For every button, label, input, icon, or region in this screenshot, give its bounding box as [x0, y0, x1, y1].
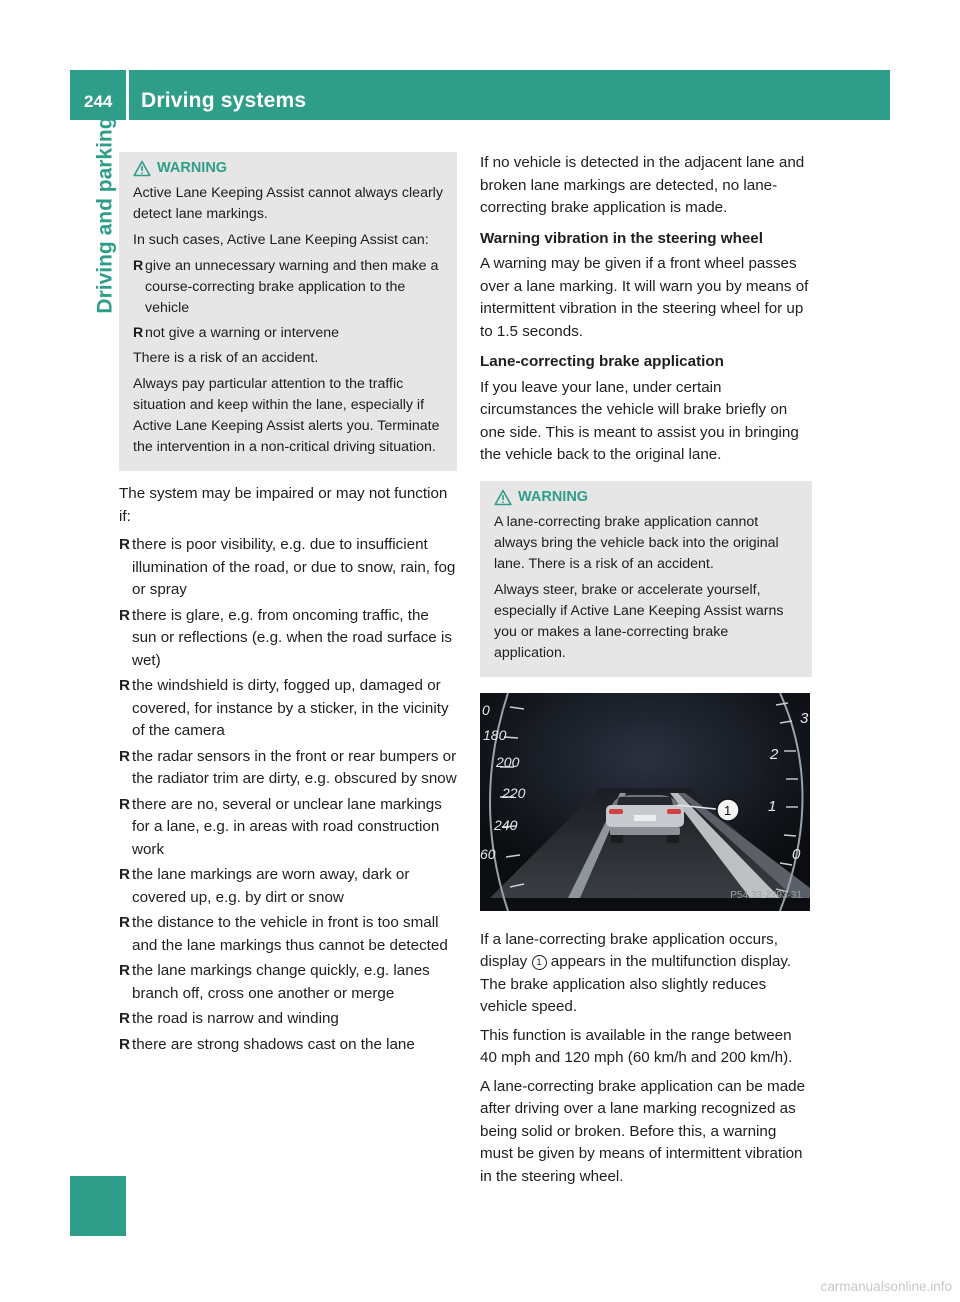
right-column: [480, 152, 812, 1194]
warning-text: A lane-correcting brake application cannot always bring the vehicle back into the original lane. There is a risk of an accident.: [494, 513, 779, 572]
warning-heading: [494, 487, 802, 508]
footer-brand[interactable]: carmanualsonline.info: [820, 1279, 952, 1294]
intro-paragraph: The system may be impaired or may not function if:: [119, 485, 448, 525]
warning-title: WARNING: [518, 488, 589, 505]
warning-text: Active Lane Keeping Assist cannot always clearly detect lane markings.: [133, 185, 443, 222]
list-item: R the lane markings change quickly, e.g. lanes branch off, cross one another or merge: [119, 962, 430, 1002]
list-item: R the distance to the vehicle in front is too small and the lane markings thus cannot be detected: [119, 914, 448, 954]
subheading-warning-vibration: Warning vibration in the steering wheel: [480, 229, 763, 247]
rpm-label: 0: [792, 845, 801, 863]
warning-bullet: R not give a warning or intervene: [133, 325, 340, 341]
paragraph: If no vehicle is detected in the adjacent lane and broken lane markings are detected, no lane-correcting brake application is made.: [480, 154, 805, 216]
paragraph: A lane-correcting brake application can be made after driving over a lane marking recognized as being solid or broken. Before this, a warning must be given by means of intermittent vibration in the steering wheel.: [480, 1077, 806, 1185]
header-divider: [126, 70, 129, 120]
list-item: R the radar sensors in the front or rear bumpers or the radiator trim are dirty, e.g. obscured by snow: [119, 747, 457, 787]
rpm-label: 3: [800, 709, 809, 727]
rpm-label: 2: [770, 745, 779, 763]
section-title: Driving systems: [141, 89, 307, 112]
list-item: R the lane markings are worn away, dark or covered up, e.g. by dirt or snow: [119, 866, 410, 906]
warning-text: Always pay particular attention to the traffic situation and keep within the lane, especially if Active Lane Keeping Assist alerts you. Terminate the intervention in a non-critical driving situation.: [133, 376, 440, 455]
warning-text: There is a risk of an accident.: [133, 350, 319, 366]
page-number: 244: [84, 92, 113, 111]
callout-number: 1: [724, 802, 732, 818]
list-item: R the windshield is dirty, fogged up, damaged or covered, for instance by a sticker, in the vicinity of the camera: [119, 677, 449, 739]
instrument-cluster-figure: [480, 693, 810, 911]
left-column: [119, 152, 457, 1059]
warning-text: Always steer, brake or accelerate yourself, especially if Active Lane Keeping Assist warns you or makes a lane-correcting brake application.: [494, 581, 784, 661]
warning-triangle-icon: [133, 160, 151, 177]
cluster-illustration: [480, 693, 810, 911]
list-item: R there are strong shadows cast on the lane: [119, 1035, 415, 1053]
figure-reference: P54.33-2293-31: [730, 890, 802, 901]
paragraph: If a lane-correcting brake application occurs, display 1 appears in the multifunction display. The brake application also slightly reduces vehicle speed.: [480, 930, 792, 1015]
warning-box: [480, 481, 812, 677]
speed-label: 60: [480, 845, 496, 862]
speed-label: 220: [502, 784, 526, 801]
speed-label: 0: [482, 701, 490, 718]
side-marker: [70, 1176, 126, 1236]
warning-bullet: R give an unnecessary warning and then make a course-correcting brake application to the vehicle: [133, 258, 439, 316]
callout-marker-inline: 1: [532, 955, 547, 970]
warning-title: WARNING: [157, 160, 228, 176]
speed-label: 180: [483, 726, 507, 743]
subheading-brake-application: Lane-correcting brake application: [480, 353, 724, 370]
warning-triangle-icon: [494, 489, 512, 506]
side-tab-label: Driving and parking: [94, 116, 118, 314]
warning-text: In such cases, Active Lane Keeping Assist can:: [133, 232, 429, 248]
paragraph: If you leave your lane, under certain circumstances the vehicle will brake briefly on one side. This is meant to assist you in bringing the vehicle back to the original lane.: [480, 378, 799, 463]
speed-label: 200: [496, 753, 520, 770]
rpm-label: 1: [768, 797, 777, 815]
speed-label: 240: [494, 816, 518, 833]
paragraph: This function is available in the range between 40 mph and 120 mph (60 km/h and 200 km/h).: [480, 1026, 793, 1066]
list-item: R there is glare, e.g. from oncoming traffic, the sun or reflections (e.g. when the road surface is wet): [119, 606, 452, 669]
list-item: R there is poor visibility, e.g. due to insufficient illumination of the road, or due to snow, rain, fog or spray: [119, 536, 456, 598]
list-item: R there are no, several or unclear lane markings for a lane, e.g. in areas with road construction work: [119, 795, 442, 858]
list-item: R the road is narrow and winding: [119, 1010, 339, 1027]
warning-box: [119, 152, 457, 471]
paragraph: A warning may be given if a front wheel passes over a lane marking. It will warn you by means of intermittent vibration in the steering wheel for up to 1.5 seconds.: [480, 255, 809, 340]
warning-heading: [133, 158, 447, 179]
